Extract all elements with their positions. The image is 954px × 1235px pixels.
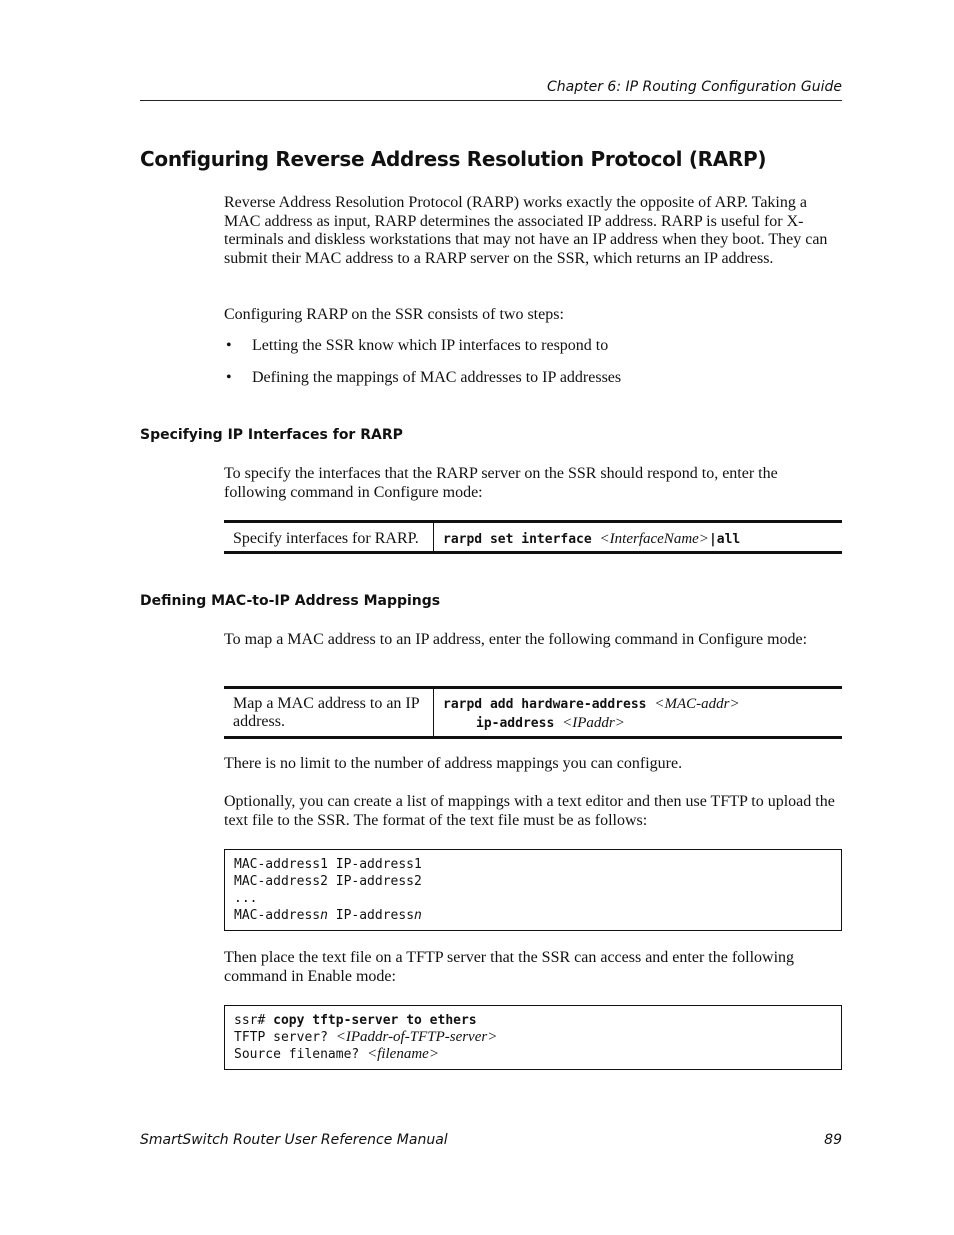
subsection-title-specifying: Specifying IP Interfaces for RARP [140, 427, 403, 443]
command-description: Specify interfaces for RARP. [224, 523, 434, 551]
list-item: • Defining the mappings of MAC addresses to IP addresses [226, 368, 622, 386]
subsection-title-defining: Defining MAC-to-IP Address Mappings [140, 593, 441, 609]
bullet-icon: • [226, 337, 232, 354]
list-item: • Letting the SSR know which IP interfaces to respond to [226, 337, 609, 354]
steps-intro: Configuring RARP on the SSR consists of two steps: [224, 306, 564, 323]
specifying-paragraph: To specify the interfaces that the RARP server on the SSR should respond to, enter the following command in Configure mode: [224, 465, 778, 501]
command-syntax: rarpd set interface <InterfaceName>|all [443, 531, 741, 547]
mapping-file-format: MAC-address1 IP-address1 MAC-address2 IP-address2 ... MAC-addressn IP-addressn [224, 849, 842, 931]
defining-paragraph: To map a MAC address to an IP address, enter the following command in Configure mode: [224, 631, 808, 648]
manual-title: SmartSwitch Router User Reference Manual [140, 1132, 448, 1148]
running-header: Chapter 6: IP Routing Configuration Guide [546, 79, 842, 95]
command-description: Map a MAC address to an IP address. [224, 689, 434, 736]
section-title: Configuring Reverse Address Resolution Protocol (RARP) [140, 147, 767, 171]
then-paragraph: Then place the text file on a TFTP server that the SSR can access and enter the following command in Enable mode: [224, 949, 795, 985]
optionally-paragraph: Optionally, you can create a list of mappings with a text editor and then use TFTP to upload the text file to the SSR. The format of the text file must be as follows: [224, 793, 835, 829]
page-footer [140, 1132, 842, 1148]
intro-paragraph: Reverse Address Resolution Protocol (RARP) works exactly the opposite of ARP. Taking a MAC address as input, RARP determines the associated IP address. RARP is useful for X-terminals and diskless workstations that may not have an IP address when they boot. They can submit their MAC address to a RARP server on the SSR, which returns an IP address. [224, 194, 828, 267]
mapping-command-table [224, 686, 842, 739]
page-number: 89 [824, 1132, 842, 1148]
interface-command-table [224, 520, 842, 554]
bullet-icon: • [226, 368, 232, 386]
steps-list [224, 337, 842, 400]
no-limit-paragraph: There is no limit to the number of address mappings you can configure. [224, 755, 683, 772]
tftp-command-example: ssr# copy tftp-server to ethers TFTP server? <IPaddr-of-TFTP-server> Source filename? <filename> [224, 1005, 842, 1070]
command-syntax: rarpd add hardware-address <MAC-addr> ip-address <IPaddr> [443, 696, 740, 731]
header-rule [140, 100, 842, 101]
